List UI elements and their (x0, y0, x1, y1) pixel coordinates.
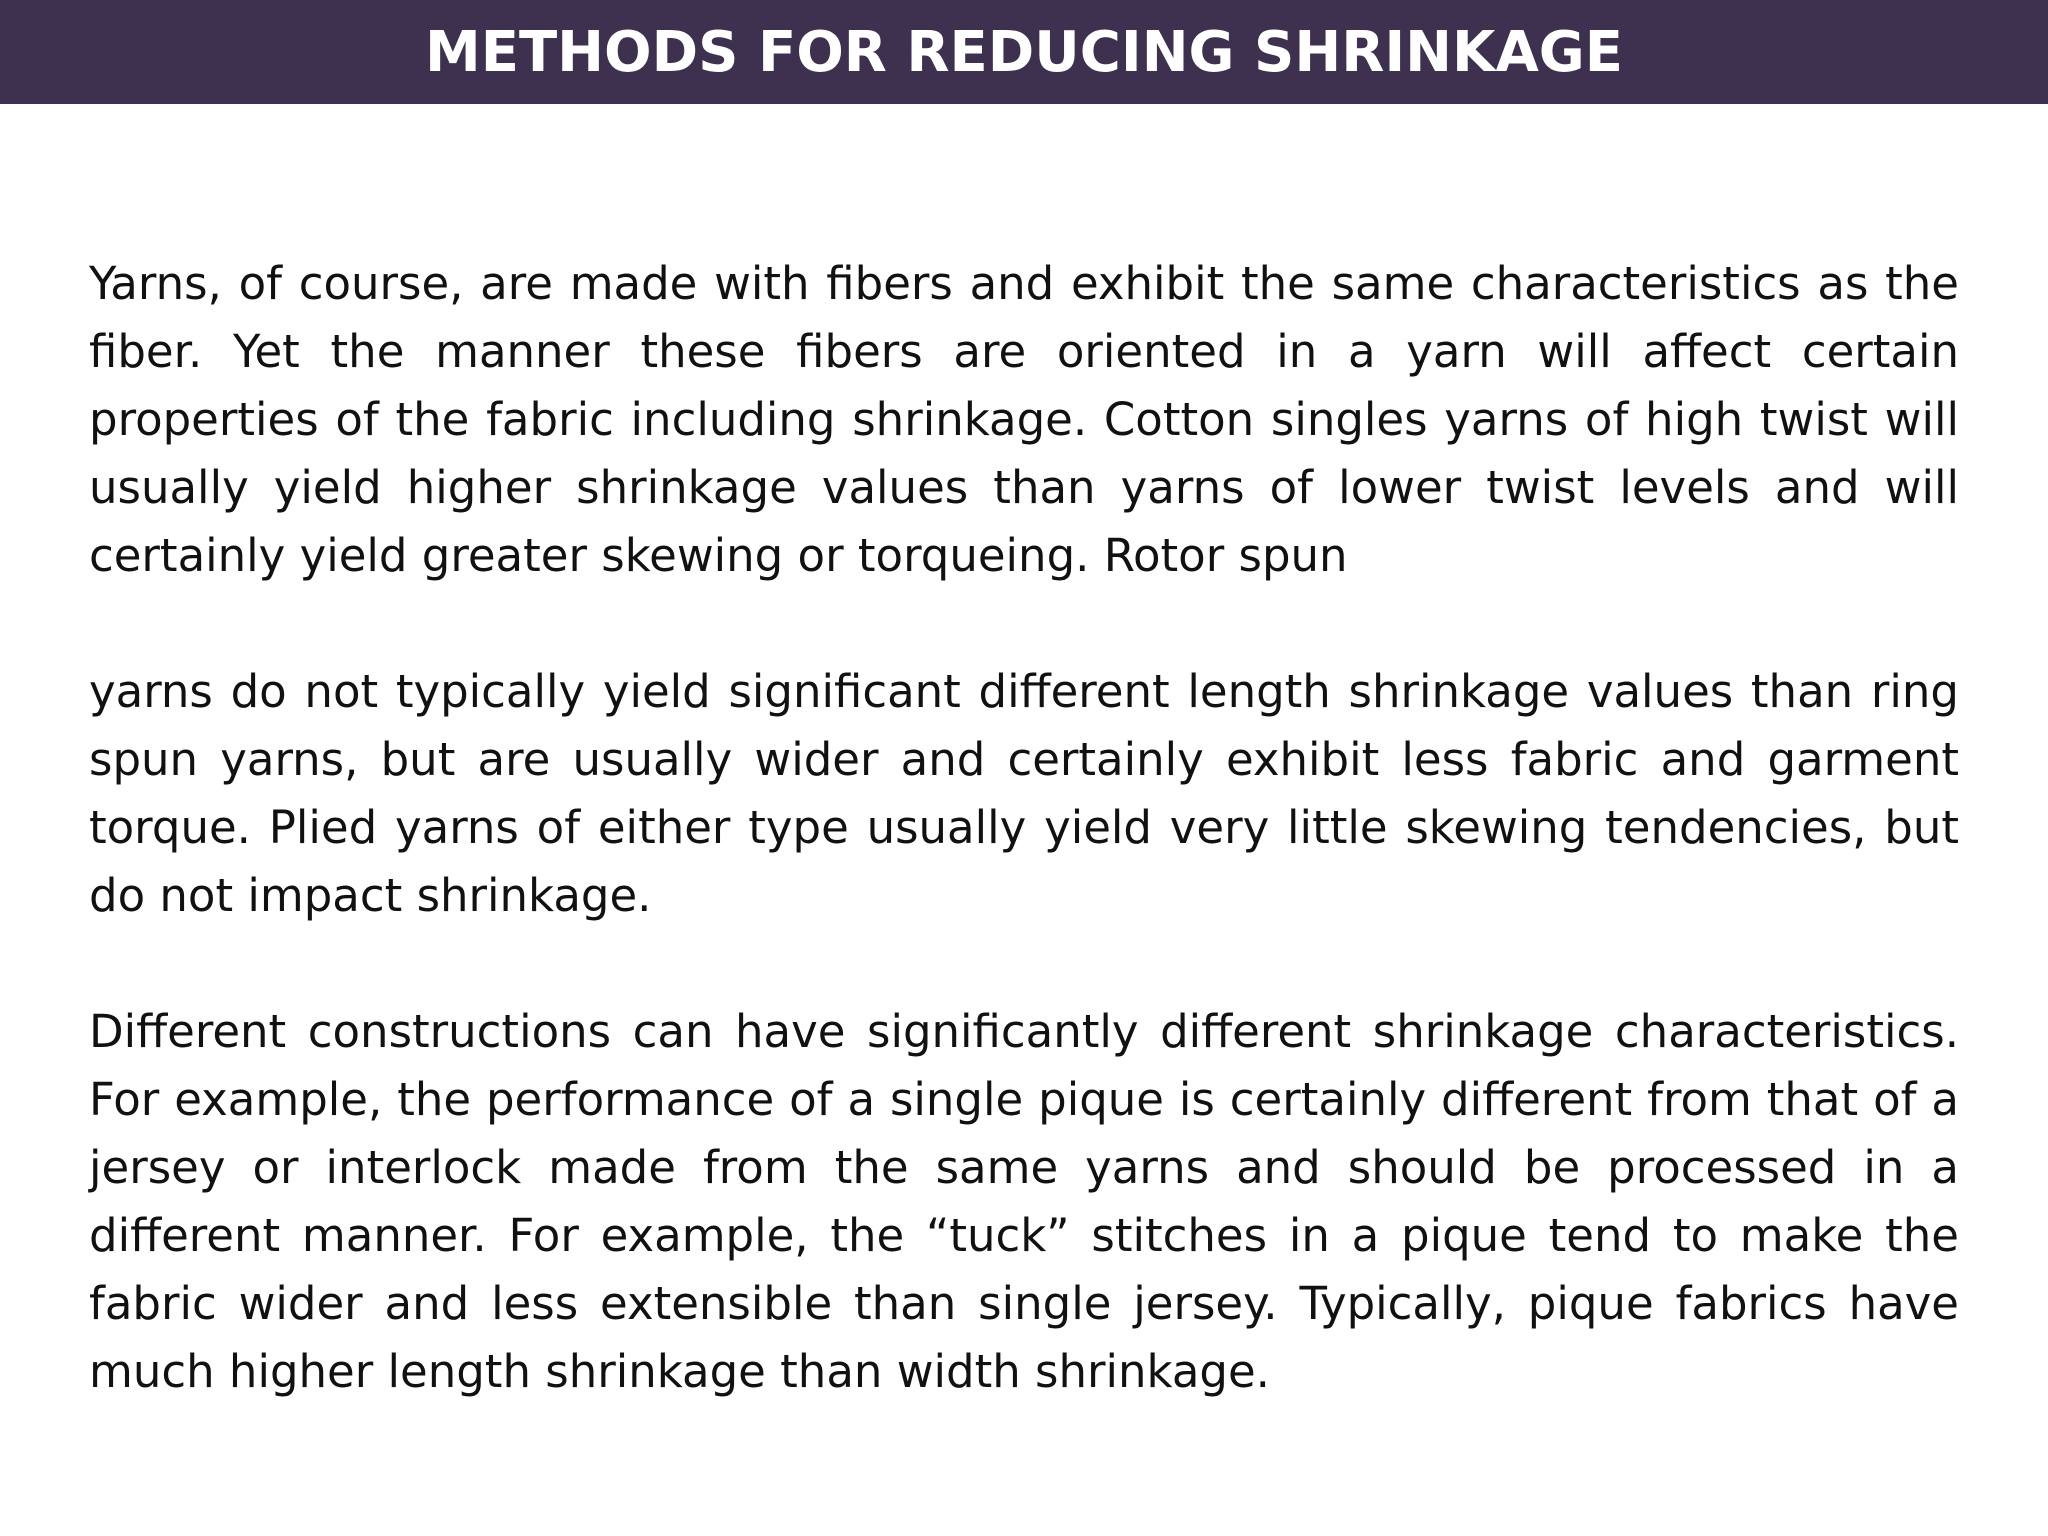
paragraph-yarns: Yarns, of course, are made with fibers and exhibit the same characteristics as the fiber. Yet the manner these fibers are oriented in a yarn will affect certain properties of the fabric including shrinkage. Cotton singles yarns of high twist will usually yield higher shrinkage values than yarns of lower twist levels and will certainly yield greater skewing or torqueing. Rotor spun (89, 257, 1959, 582)
paragraph-constructions: Different constructions can have significantly different shrinkage characteristics. For example, the performance of a single pique is certainly different from that of a jersey or interlock made from the same yarns and should be processed in a different manner. For example, the “tuck” stitches in a pique tend to make the fabric wider and less extensible than single jersey. Typically, pique fabrics have much higher length shrinkage than width shrinkage. (89, 1005, 1959, 1398)
paragraph-rotor-spun: yarns do not typically yield significant different length shrinkage values than ring spun yarns, but are usually wider and certainly exhibit less fabric and garment torque. Plied yarns of either type usually yield very little skewing tendencies, but do not impact shrinkage. (89, 665, 1959, 922)
title-bar (0, 0, 2048, 104)
slide-title: METHODS FOR REDUCING SHRINKAGE (424, 20, 1623, 85)
slide-body (89, 250, 1959, 1406)
